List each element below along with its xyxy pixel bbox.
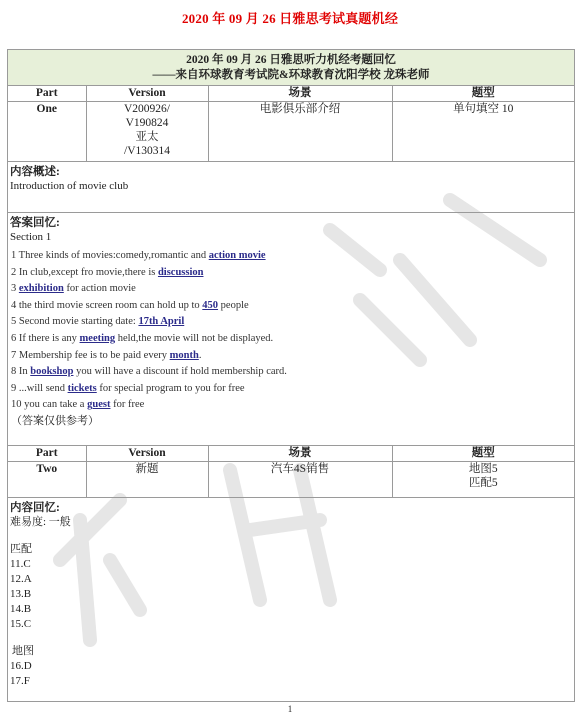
scene-col-header: 场景 xyxy=(208,446,392,462)
map-label: 地图 xyxy=(12,645,34,657)
question-text: 1 Three kinds of movies:comedy,romantic and xyxy=(11,250,207,261)
answers-label: 答案回忆: xyxy=(10,217,60,229)
answer-word: month xyxy=(169,349,199,361)
match-answer: 12.A xyxy=(10,573,32,585)
question-text: 10 you can take a xyxy=(11,399,85,411)
part-col-header: Part xyxy=(8,86,86,102)
answer-word: tickets xyxy=(67,382,97,394)
answer-word: 17th April xyxy=(138,316,185,328)
question-text: 9 ...will send xyxy=(11,382,65,394)
summary-section xyxy=(8,165,574,213)
answers-section xyxy=(8,216,574,446)
document-title: 2020 年 09 月 26 日雅思考试真题机经 xyxy=(181,11,399,26)
answer-line xyxy=(8,381,574,398)
answer-word: discussion xyxy=(157,266,204,278)
answer-word: bookshop xyxy=(30,366,74,378)
answer-line xyxy=(8,331,574,348)
part-two-meta xyxy=(8,446,574,498)
part-number: Two xyxy=(8,462,86,498)
summary-label: 内容概述: xyxy=(10,166,60,178)
difficulty: 难易度: 一般 xyxy=(10,516,71,528)
recall-label: 内容回忆: xyxy=(10,502,60,514)
answer-word: action movie xyxy=(208,250,266,261)
exam-recall-table xyxy=(7,49,575,702)
question-type-value: 地图5 匹配5 xyxy=(392,462,574,498)
answer-line xyxy=(8,364,574,381)
match-label: 匹配 xyxy=(10,543,32,555)
question-text: for action movie xyxy=(66,283,136,295)
question-text: people xyxy=(220,299,249,311)
answer-word: guest xyxy=(87,399,111,411)
match-answer: 11.C xyxy=(10,558,31,570)
version-col-header: Version xyxy=(86,86,208,102)
answer-line xyxy=(8,265,574,282)
version-col-header: Version xyxy=(86,446,208,462)
header-title: 2020 年 09 月 26 日雅思听力机经考题回忆 xyxy=(186,54,396,66)
version-value: 新题 xyxy=(86,462,208,498)
match-answer: 14.B xyxy=(10,603,32,615)
question-text: 3 xyxy=(11,283,17,295)
answer-line xyxy=(8,397,574,414)
question-text: 6 If there is any xyxy=(11,332,77,344)
map-answer: 16.D xyxy=(10,660,32,672)
question-text: held,the movie will not be displayed. xyxy=(117,332,274,344)
question-text: for special program to you for free xyxy=(99,382,245,394)
scene-col-header: 场景 xyxy=(208,86,392,102)
answer-line xyxy=(8,298,574,315)
question-text: 5 Second movie starting date: xyxy=(11,316,136,328)
question-text: 7 Membership fee is to be paid every xyxy=(11,349,167,361)
answer-line xyxy=(8,314,574,331)
answer-list xyxy=(8,248,574,414)
table-header xyxy=(8,50,574,86)
section-heading: Section 1 xyxy=(10,231,52,243)
type-col-header: 题型 xyxy=(392,86,574,102)
header-source: ——来自环球教育考试院&环球教育沈阳学校 龙珠老师 xyxy=(152,69,430,81)
match-answer: 13.B xyxy=(10,588,32,600)
map-answer: 17.F xyxy=(10,675,30,687)
part-col-header: Part xyxy=(8,446,86,462)
answer-word: 450 xyxy=(202,299,219,311)
version-list: V200926/ V190824 亚太 /V130314 xyxy=(86,102,208,162)
question-text: . xyxy=(198,349,202,361)
match-answer: 15.C xyxy=(10,618,32,630)
answer-line xyxy=(8,281,574,298)
scene-value: 电影俱乐部介绍 xyxy=(208,102,392,162)
scene-value: 汽车4S销售 xyxy=(208,462,392,498)
question-text: 4 the third movie screen room can hold up to xyxy=(11,299,200,311)
part-number: One xyxy=(8,102,86,162)
question-text: for free xyxy=(113,399,145,411)
question-type-value: 单句填空 10 xyxy=(392,102,574,162)
question-text: you will have a discount if hold membership card. xyxy=(76,366,287,378)
question-text: 8 In xyxy=(11,366,28,378)
question-text: 2 In club,except fro movie,there is xyxy=(11,266,156,278)
type-col-header: 题型 xyxy=(392,446,574,462)
recall-section xyxy=(8,501,574,689)
part-one-meta xyxy=(8,86,574,162)
answer-line xyxy=(8,248,574,265)
answer-line xyxy=(8,348,574,365)
page-number: 1 xyxy=(287,704,293,714)
summary-text: Introduction of movie club xyxy=(10,180,129,192)
answer-word: exhibition xyxy=(18,283,64,295)
answers-note: （答案仅供参考） xyxy=(11,414,99,427)
answer-word: meeting xyxy=(79,332,116,344)
